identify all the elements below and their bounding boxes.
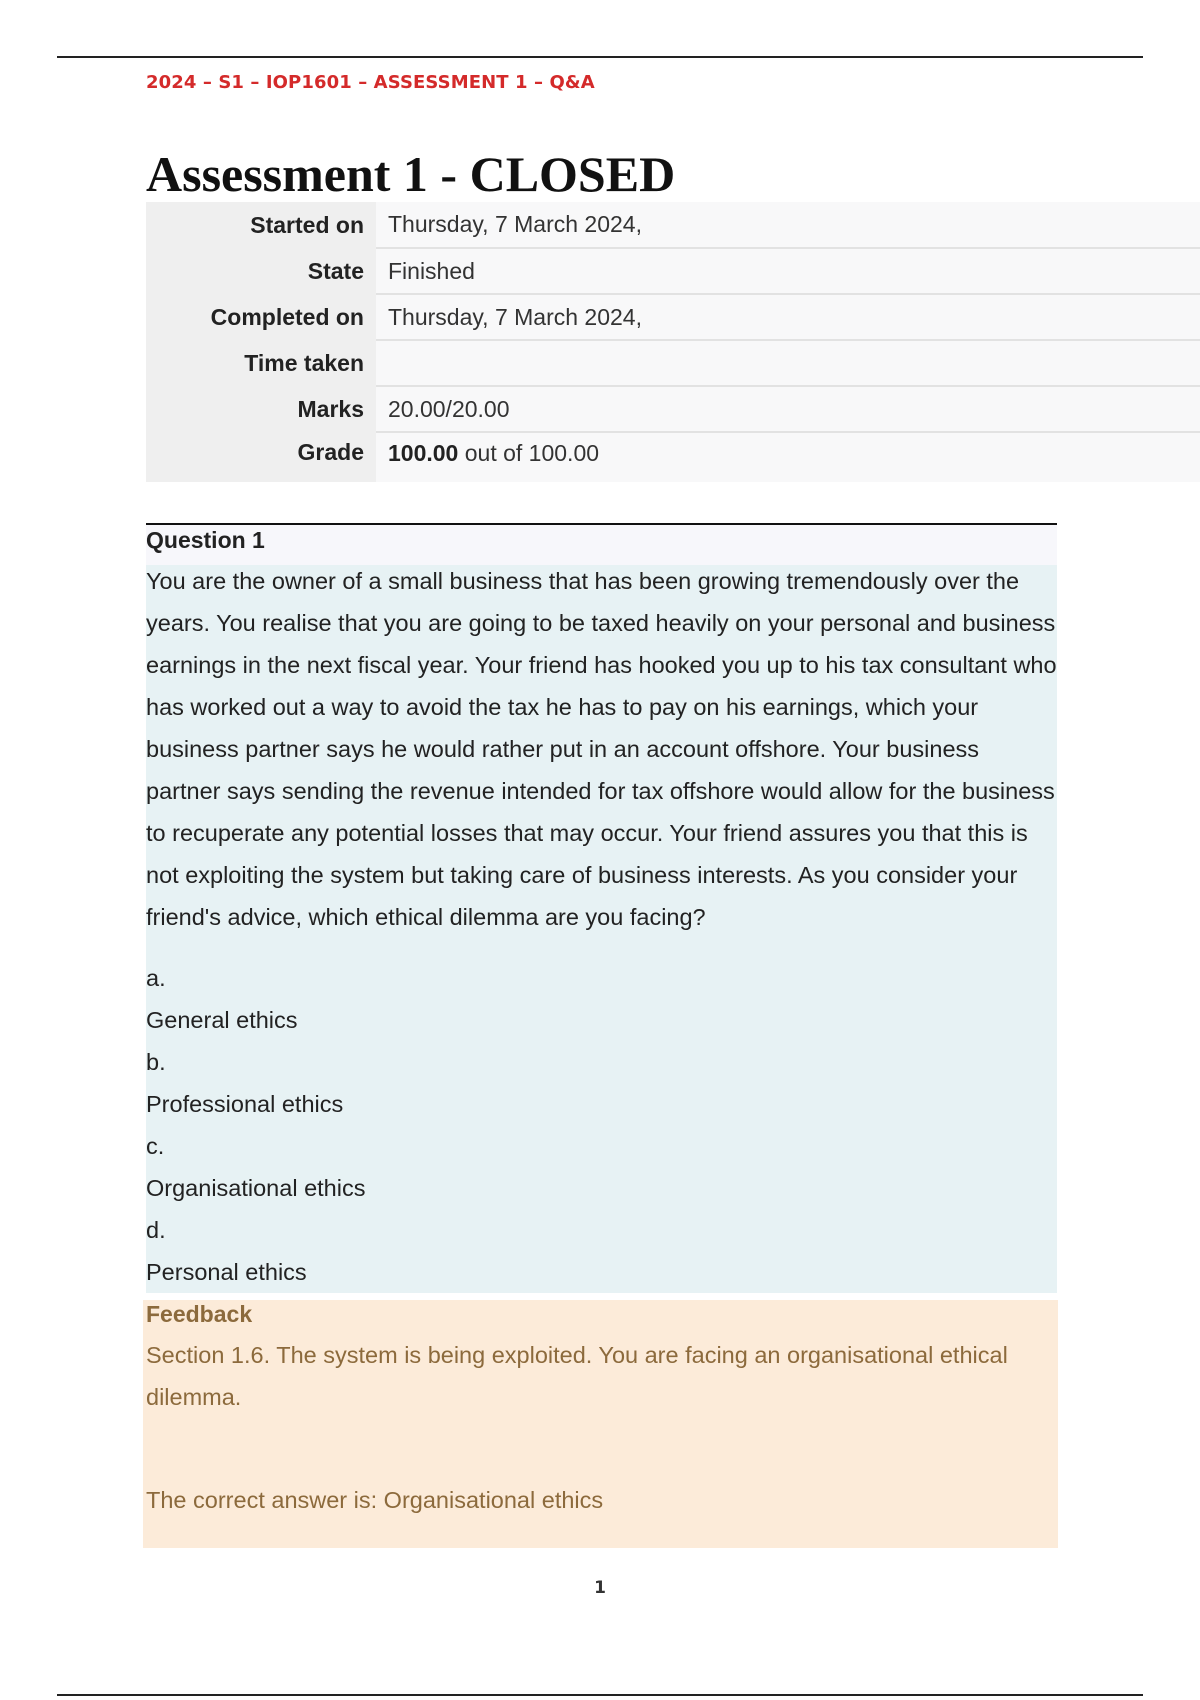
option-text: Professional ethics: [146, 1091, 344, 1117]
attempt-summary-table: [146, 202, 1200, 482]
question-header: [146, 525, 1057, 565]
summary-value: [376, 340, 1200, 386]
summary-label: Time taken: [146, 340, 376, 386]
grade-score: 100.00: [388, 440, 459, 466]
top-divider: [57, 56, 1143, 58]
summary-label: Grade: [146, 432, 376, 482]
summary-value: Finished: [376, 248, 1200, 294]
option-text: General ethics: [146, 1007, 298, 1033]
grade-out-of: out of 100.00: [458, 440, 600, 466]
summary-value: Thursday, 7 March 2024,: [376, 294, 1200, 340]
page-number: 1: [594, 1578, 606, 1598]
summary-row-grade: [146, 432, 1200, 482]
summary-row-completed-on: [146, 294, 1200, 340]
summary-label: Completed on: [146, 294, 376, 340]
option-letter: a.: [146, 965, 166, 991]
summary-row-marks: [146, 386, 1200, 432]
summary-value: 20.00/20.00: [376, 386, 1200, 432]
feedback-title: Feedback: [146, 1301, 253, 1327]
bottom-divider: [57, 1694, 1143, 1696]
option-letter: d.: [146, 1217, 166, 1243]
summary-row-started-on: [146, 202, 1200, 248]
correct-answer: The correct answer is: Organisational ethics: [146, 1487, 604, 1513]
option-text: Personal ethics: [146, 1259, 307, 1285]
question-number: Question 1: [146, 527, 265, 553]
summary-row-time-taken: [146, 340, 1200, 386]
summary-label: State: [146, 248, 376, 294]
summary-row-state: [146, 248, 1200, 294]
question-text: You are the owner of a small business that has been growing tremendously over the years. You realise that you are going to be taxed heavily on your personal and business earnings in the next fiscal year. Your friend has hooked you up to his tax consultant who has worked out a way to avoid the tax he has to pay on his earnings, which your business partner says he would rather put in an account offshore. Your business partner says sending the revenue intended for tax offshore would allow for the business to recuperate any potential losses that may occur. Your friend assures you that this is not exploiting the system but taking care of business interests. As you consider your friend's advice, which ethical dilemma are you facing?: [146, 568, 1057, 930]
option-text: Organisational ethics: [146, 1175, 366, 1201]
page-title: Assessment 1 - CLOSED: [146, 146, 676, 202]
summary-value: [376, 432, 1200, 482]
summary-label: Marks: [146, 386, 376, 432]
feedback-text: Section 1.6. The system is being exploited. You are facing an organisational ethical dilemma.: [146, 1342, 1008, 1410]
summary-label: Started on: [146, 202, 376, 248]
option-letter: b.: [146, 1049, 166, 1075]
document-header: 2024 – S1 – IOP1601 – ASSESSMENT 1 – Q&A: [146, 72, 595, 93]
option-letter: c.: [146, 1133, 165, 1159]
summary-value: Thursday, 7 March 2024,: [376, 202, 1200, 248]
answer-options: [146, 957, 746, 1293]
